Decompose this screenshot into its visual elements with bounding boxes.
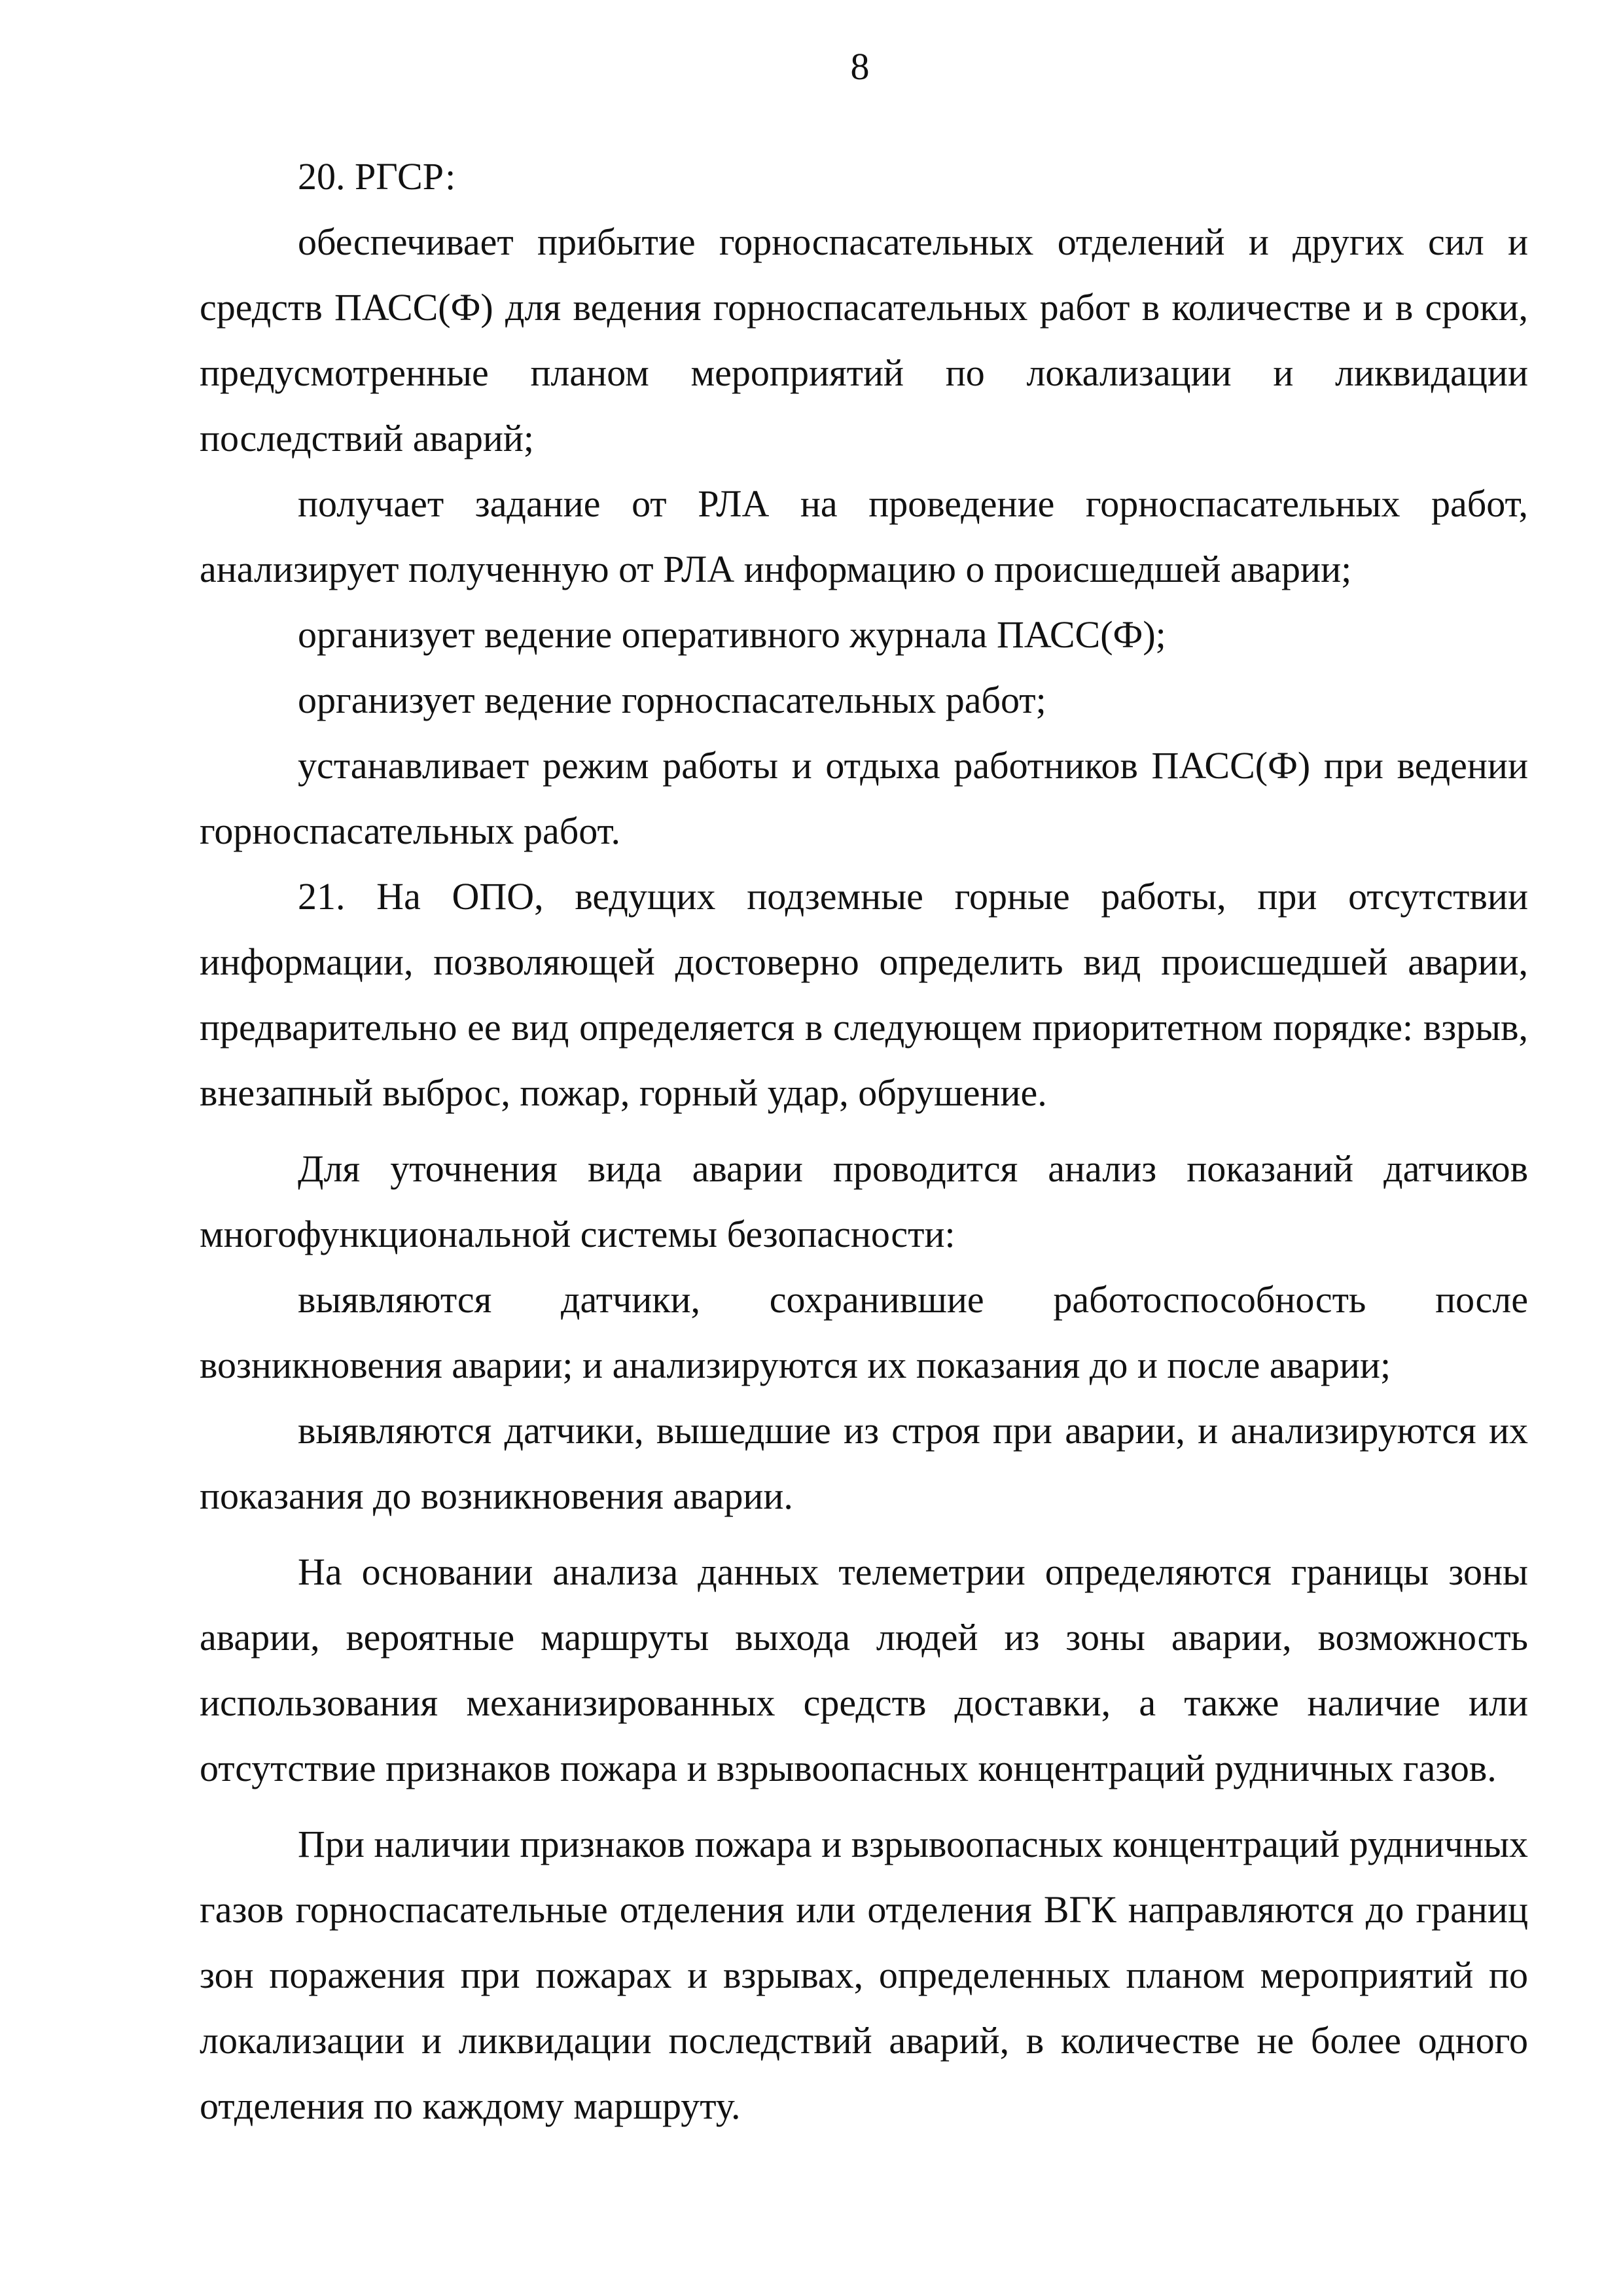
page-number: 8 — [850, 45, 870, 88]
paragraph: обеспечивает прибытие горноспасательных отделений и других сил и средств ПАСС(Ф) для ведения горноспасательных работ в количестве и в сроки, предусмотренные планом мероприятий по локализации и ликвидации последствий аварий; — [200, 221, 1528, 459]
paragraph: получает задание от РЛА на проведение горноспасательных работ, анализирует полученную от РЛА информацию о происшедшей аварии; — [200, 482, 1528, 590]
paragraph: устанавливает режим работы и отдыха работников ПАСС(Ф) при ведении горноспасательных работ. — [200, 744, 1528, 852]
section-paragraph-21: 21. На ОПО, ведущих подземные горные работы, при отсутствии информации, позволяющей достоверно определить вид происшедшей аварии, предварительно ее вид определяется в следующем приоритетном порядке: взрыв, внезапный выброс, пожар, горный удар, обрушение. — [200, 875, 1528, 1114]
section-heading-20: 20. РГСР: — [298, 155, 456, 198]
paragraph: организует ведение горноспасательных работ; — [298, 679, 1046, 721]
document-body — [200, 144, 1528, 2139]
paragraph: Для уточнения вида аварии проводится анализ показаний датчиков многофункциональной системы безопасности: — [200, 1147, 1528, 1255]
paragraph: организует ведение оперативного журнала ПАСС(Ф); — [298, 613, 1166, 656]
paragraph: При наличии признаков пожара и взрывоопасных концентраций рудничных газов горноспасательные отделения или отделения ВГК направляются до границ зон поражения при пожарах и взрывах, определенных планом мероприятий по локализации и ликвидации последствий аварий, в количестве не более одного отделения по каждому маршруту. — [200, 1823, 1528, 2127]
paragraph: На основании анализа данных телеметрии определяются границы зоны аварии, вероятные маршруты выхода людей из зоны аварии, возможность использования механизированных средств доставки, а также наличие или отсутствие признаков пожара и взрывоопасных концентраций рудничных газов. — [200, 1551, 1528, 1789]
paragraph: выявляются датчики, вышедшие из строя при аварии, и анализируются их показания до возникновения аварии. — [200, 1409, 1528, 1517]
paragraph: выявляются датчики, сохранившие работоспособность после возникновения аварии; и анализируются их показания до и после аварии; — [200, 1278, 1528, 1386]
